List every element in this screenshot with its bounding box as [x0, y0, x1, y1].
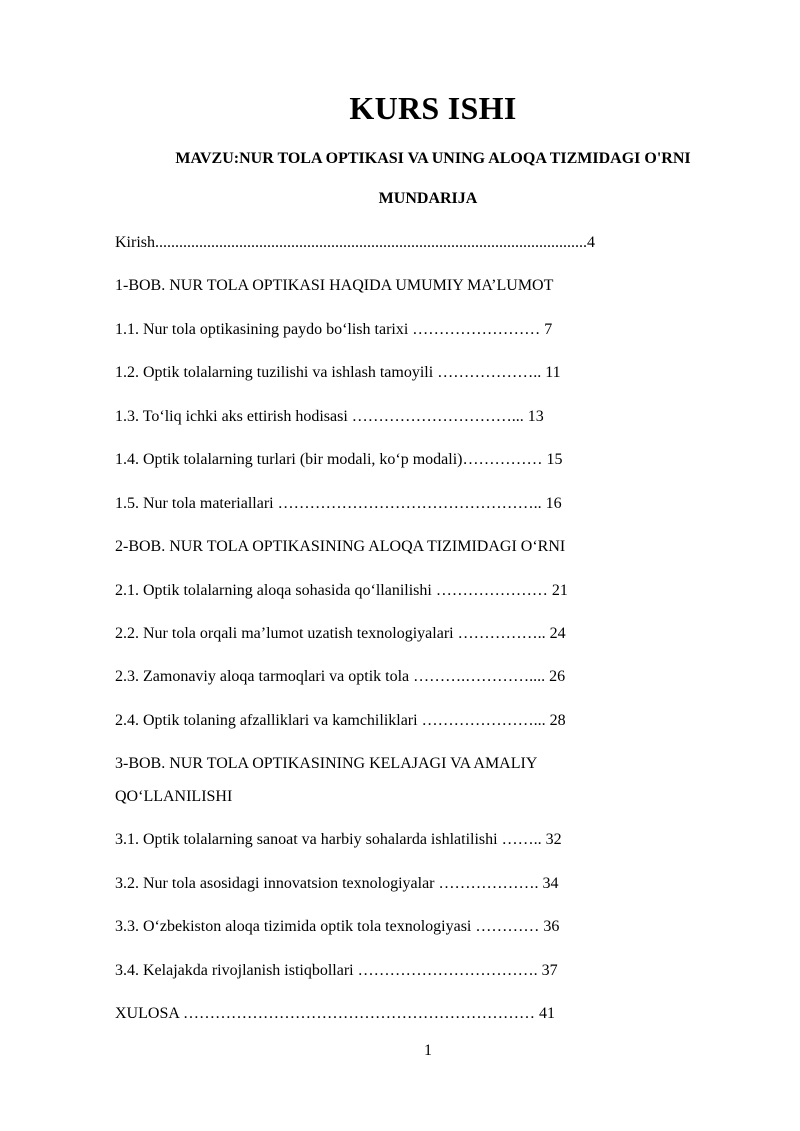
document-title: KURS ISHI — [349, 90, 517, 126]
toc-entry-conclusion: XULOSA ………………………………………………………… 41 — [115, 1005, 556, 1022]
toc-entry-3-2: 3.2. Nur tola asosidagi innovatsion texnologiyalar ………………. 34 — [115, 875, 559, 892]
toc-entry-1-1: 1.1. Nur tola optikasining paydo bo‘lish tarixi …………………… 7 — [115, 321, 553, 338]
toc-entry-1-5: 1.5. Nur tola materiallari ………………………………………….. 16 — [115, 495, 562, 512]
toc-chapter-3-line-2: QO‘LLANILISHI — [115, 788, 233, 805]
toc-entry-2-1: 2.1. Optik tolalarning aloqa sohasida qo‘llanilishi ………………… 21 — [115, 582, 568, 599]
toc-entry-1-2: 1.2. Optik tolalarning tuzilishi va ishlash tamoyili ……………….. 11 — [115, 364, 561, 381]
page-number: 1 — [424, 1042, 432, 1059]
toc-entry-1-3: 1.3. To‘liq ichki aks ettirish hodisasi …………………………... 13 — [115, 408, 544, 425]
toc-chapter-3-line-1: 3-BOB. NUR TOLA OPTIKASINING KELAJAGI VA AMALIY — [115, 755, 538, 772]
toc-entry-2-3: 2.3. Zamonaviy aloqa tarmoqlari va optik tola ……….………….... 26 — [115, 668, 566, 685]
toc-entry-introduction: Kirish............................................................................................................4 — [115, 234, 595, 251]
document-subtitle: MAVZU:NUR TOLA OPTIKASI VA UNING ALOQA TIZMIDAGI O'RNI — [175, 150, 691, 167]
toc-entry-2-2: 2.2. Nur tola orqali ma’lumot uzatish texnologiyalari …………….. 24 — [115, 625, 566, 642]
toc-chapter-1: 1-BOB. NUR TOLA OPTIKASI HAQIDA UMUMIY MA’LUMOT — [115, 277, 554, 294]
toc-entry-2-4: 2.4. Optik tolaning afzalliklari va kamchiliklari …………………... 28 — [115, 712, 566, 729]
toc-entry-1-4: 1.4. Optik tolalarning turlari (bir modali, ko‘p modali)…………… 15 — [115, 451, 563, 468]
toc-entry-3-3: 3.3. O‘zbekiston aloqa tizimida optik tola texnologiyasi ………… 36 — [115, 918, 560, 935]
toc-entry-3-1: 3.1. Optik tolalarning sanoat va harbiy sohalarda ishlatilishi …….. 32 — [115, 831, 562, 848]
toc-entry-3-4: 3.4. Kelajakda rivojlanish istiqbollari ……………………………. 37 — [115, 962, 558, 979]
toc-chapter-2: 2-BOB. NUR TOLA OPTIKASINING ALOQA TIZIMIDAGI O‘RNI — [115, 538, 566, 555]
contents-heading: MUNDARIJA — [378, 190, 478, 207]
